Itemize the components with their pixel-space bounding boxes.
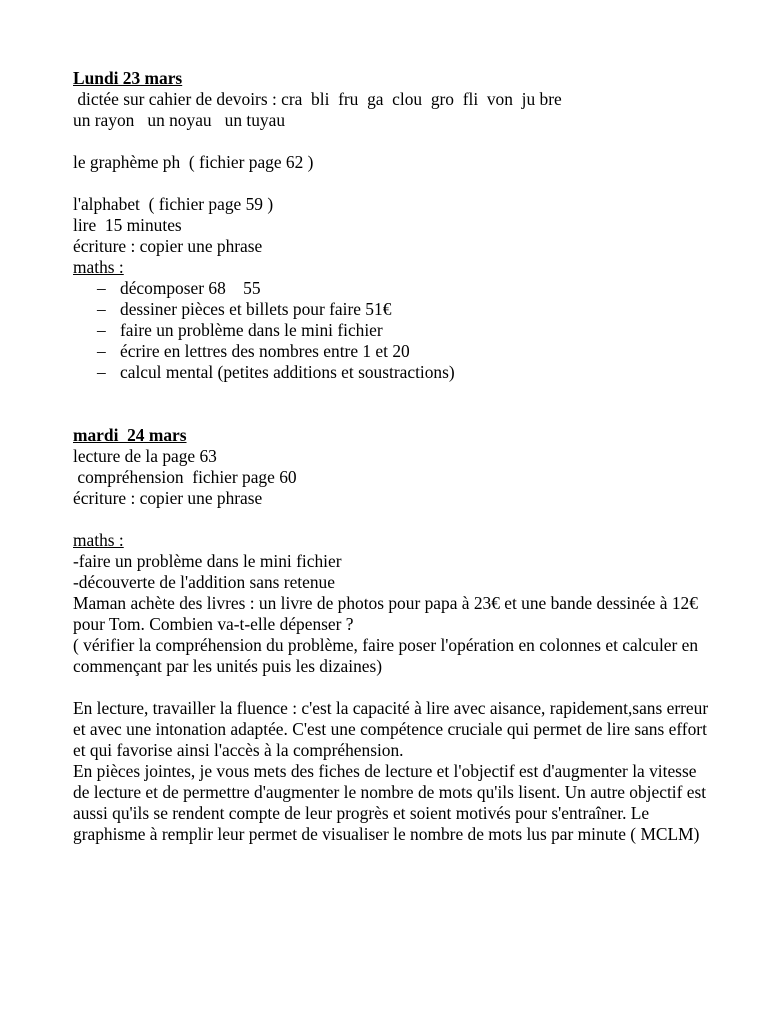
- list-item: [73, 362, 713, 383]
- monday-dictation: dictée sur cahier de devoirs : cra bli fru ga clou gro fli von ju bre: [73, 89, 562, 109]
- monday-reading: lire 15 minutes: [73, 215, 182, 235]
- dash-bullet: –: [97, 362, 106, 382]
- monday-words: un rayon un noyau un tuyau: [73, 110, 286, 130]
- tuesday-maths-line: -faire un problème dans le mini fichier: [73, 551, 342, 571]
- list-item-text: décomposer 68 55: [120, 278, 261, 298]
- monday-maths-label: maths :: [73, 257, 124, 277]
- dash-bullet: –: [97, 320, 106, 340]
- tuesday-writing: écriture : copier une phrase: [73, 488, 263, 508]
- list-item-text: faire un problème dans le mini fichier: [120, 320, 383, 340]
- monday-heading: Lundi 23 mars: [73, 68, 183, 88]
- fluency-paragraph: En lecture, travailler la fluence : c'est la capacité à lire avec aisance, rapidement,sans erreur et avec une intonation adaptée. C'est une compétence cruciale qui permet de lire sans effort et qui favorise ainsi l'accès à la compréhension.: [73, 698, 709, 760]
- tuesday-problem: Maman achète des livres : un livre de photos pour papa à 23€ et une bande dessinée à 12€ pour Tom. Combien va-t-elle dépenser ?: [73, 593, 698, 634]
- tuesday-comprehension: compréhension fichier page 60: [73, 467, 297, 487]
- monday-writing: écriture : copier une phrase: [73, 236, 263, 256]
- dash-bullet: –: [97, 299, 106, 319]
- list-item: [73, 278, 713, 299]
- tuesday-maths-label: maths :: [73, 530, 124, 550]
- monday-grapheme: le graphème ph ( fichier page 62 ): [73, 152, 314, 172]
- spacer: [73, 404, 713, 425]
- list-item-text: écrire en lettres des nombres entre 1 et 20: [120, 341, 410, 361]
- spacer: [73, 131, 713, 152]
- spacer: [73, 173, 713, 194]
- list-item-text: calcul mental (petites additions et soustractions): [120, 362, 455, 382]
- monday-alphabet: l'alphabet ( fichier page 59 ): [73, 194, 274, 214]
- dash-bullet: –: [97, 341, 106, 361]
- dash-bullet: –: [97, 278, 106, 298]
- tuesday-reading: lecture de la page 63: [73, 446, 217, 466]
- list-item: [73, 299, 713, 320]
- fluency-paragraph: En pièces jointes, je vous mets des fiches de lecture et l'objectif est d'augmenter la vitesse de lecture et de permettre d'augmenter le nombre de mots qu'ils lisent. Un autre objectif est aussi qu'ils se rendent compte de leur progrès et soient motivés pour s'entraîner. Le graphisme à remplir leur permet de visualiser le nombre de mots lus par minute ( MCLM): [73, 761, 707, 844]
- list-item-text: dessiner pièces et billets pour faire 51€: [120, 299, 392, 319]
- list-item: [73, 341, 713, 362]
- homework-document: [73, 68, 713, 845]
- spacer: [73, 383, 713, 404]
- spacer: [73, 509, 713, 530]
- monday-maths-list: [73, 278, 713, 383]
- tuesday-maths-line: -découverte de l'addition sans retenue: [73, 572, 335, 592]
- tuesday-problem-note: ( vérifier la compréhension du problème, faire poser l'opération en colonnes et calculer en commençant par les unités puis les dizaines): [73, 635, 699, 676]
- tuesday-heading: mardi 24 mars: [73, 425, 187, 445]
- spacer: [73, 677, 713, 698]
- list-item: [73, 320, 713, 341]
